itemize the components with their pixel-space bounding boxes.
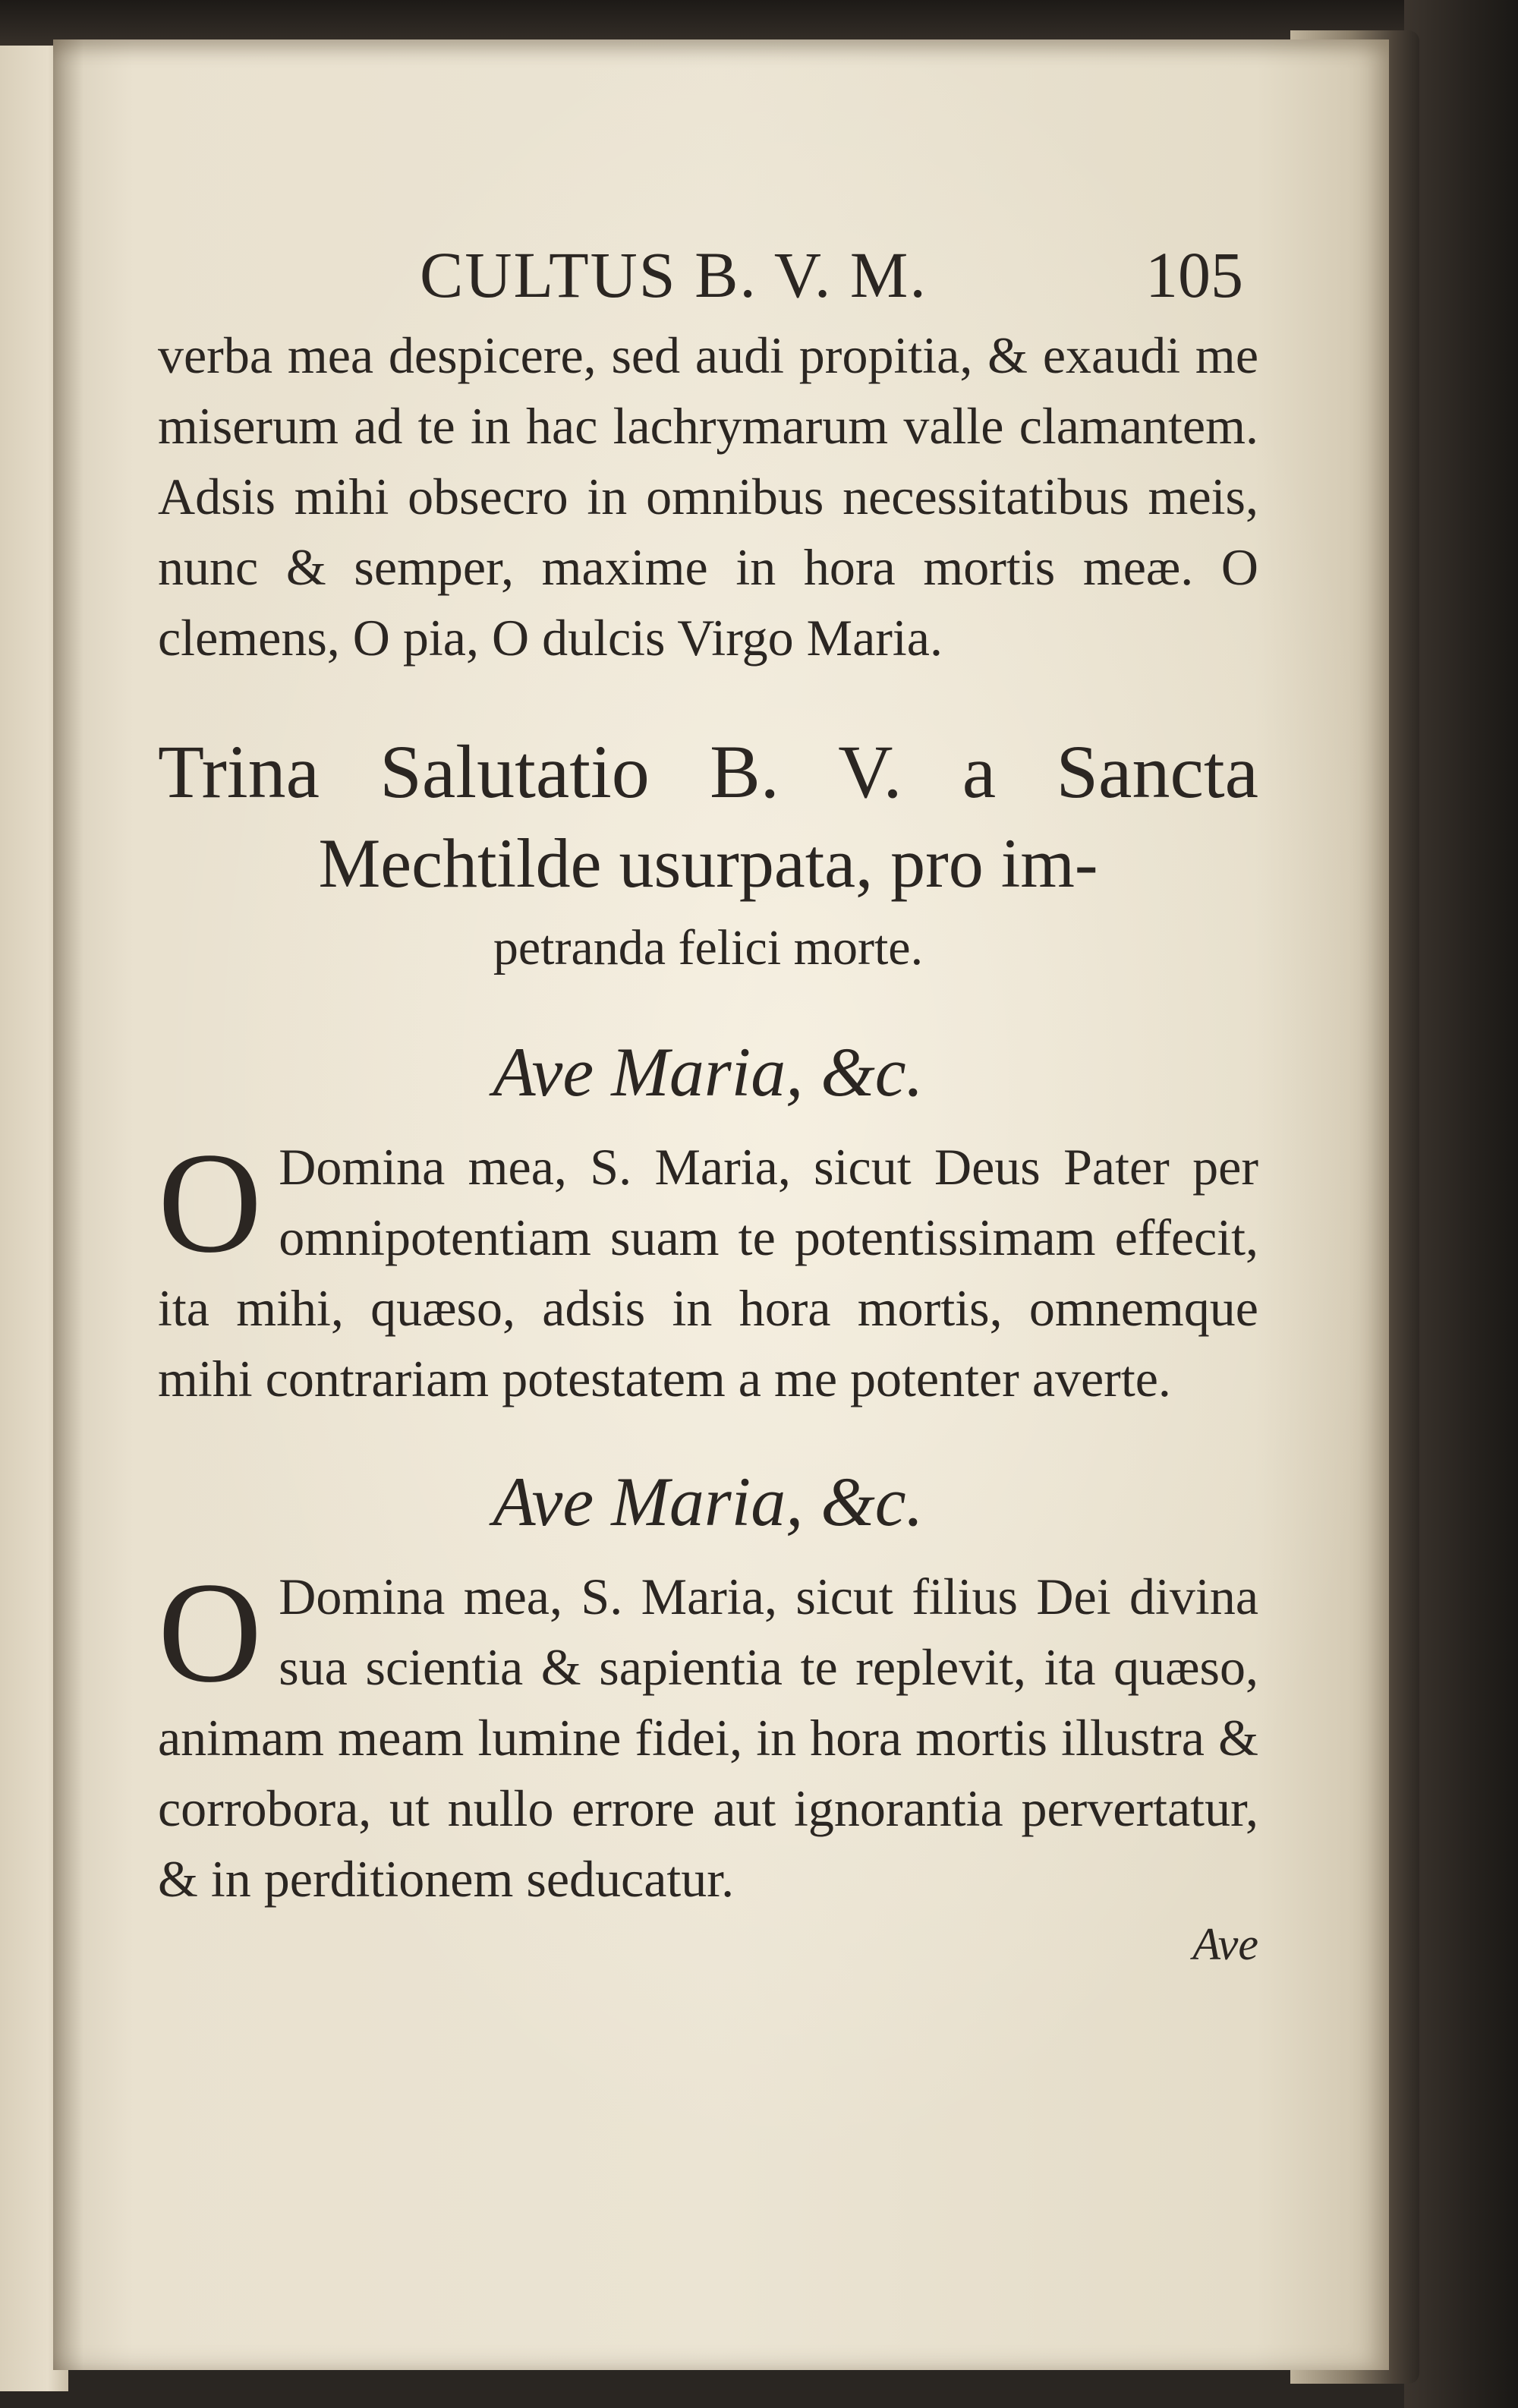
book-page <box>53 39 1389 2370</box>
heading-line-1: Trina Salutatio B. V. a Sancta <box>158 730 1258 814</box>
section-heading <box>158 726 1258 985</box>
backdrop-right <box>1404 0 1518 2408</box>
paragraph-1: verba mea despicere, sed audi propitia, & exaudi me miserum ad te in hac lachrymarum valle clamantem. Adsis mihi obsecro in omnibus necessitatibus meis, nunc & semper, maxime in hora mortis meæ. O clemens, O pia, O dulcis Virgo Maria. <box>158 326 1258 667</box>
text-block <box>158 199 1258 1969</box>
prayer-2 <box>158 1553 1258 1969</box>
prayer-1-title: Ave Maria, &c. <box>493 1033 924 1111</box>
page-header <box>158 199 1258 311</box>
prayer-2-text: Domina mea, S. Maria, sicut filius Dei divina sua scientia & sapientia te replevit, ita quæso, animam meam lumine fidei, in hora mortis illustra & corrobora, ut nullo errore aut ignorantia pervertatur, & in perditionem seducatur. <box>158 1568 1258 1908</box>
prayer-1-text: Domina mea, S. Maria, sicut Deus Pater per omnipotentiam suam te potentissimam effecit, ita mihi, quæso, adsis in hora mortis, omnemque mihi contrariam potestatem a me potenter averte. <box>158 1138 1258 1407</box>
prayer-1-initial: O <box>158 1124 263 1283</box>
prayer-2-title: Ave Maria, &c. <box>493 1463 924 1540</box>
prayer-1 <box>158 1124 1258 1414</box>
heading-line-3: petranda felici morte. <box>493 920 924 975</box>
prayer-2-initial: O <box>158 1553 263 1713</box>
heading-line-2: Mechtilde usurpata, pro im- <box>318 824 1098 902</box>
page-number: 105 <box>1145 238 1243 311</box>
page-gutter <box>53 39 83 2370</box>
catchword: Ave <box>1192 1919 1258 1969</box>
running-title: CULTUS B. V. M. <box>420 238 927 311</box>
